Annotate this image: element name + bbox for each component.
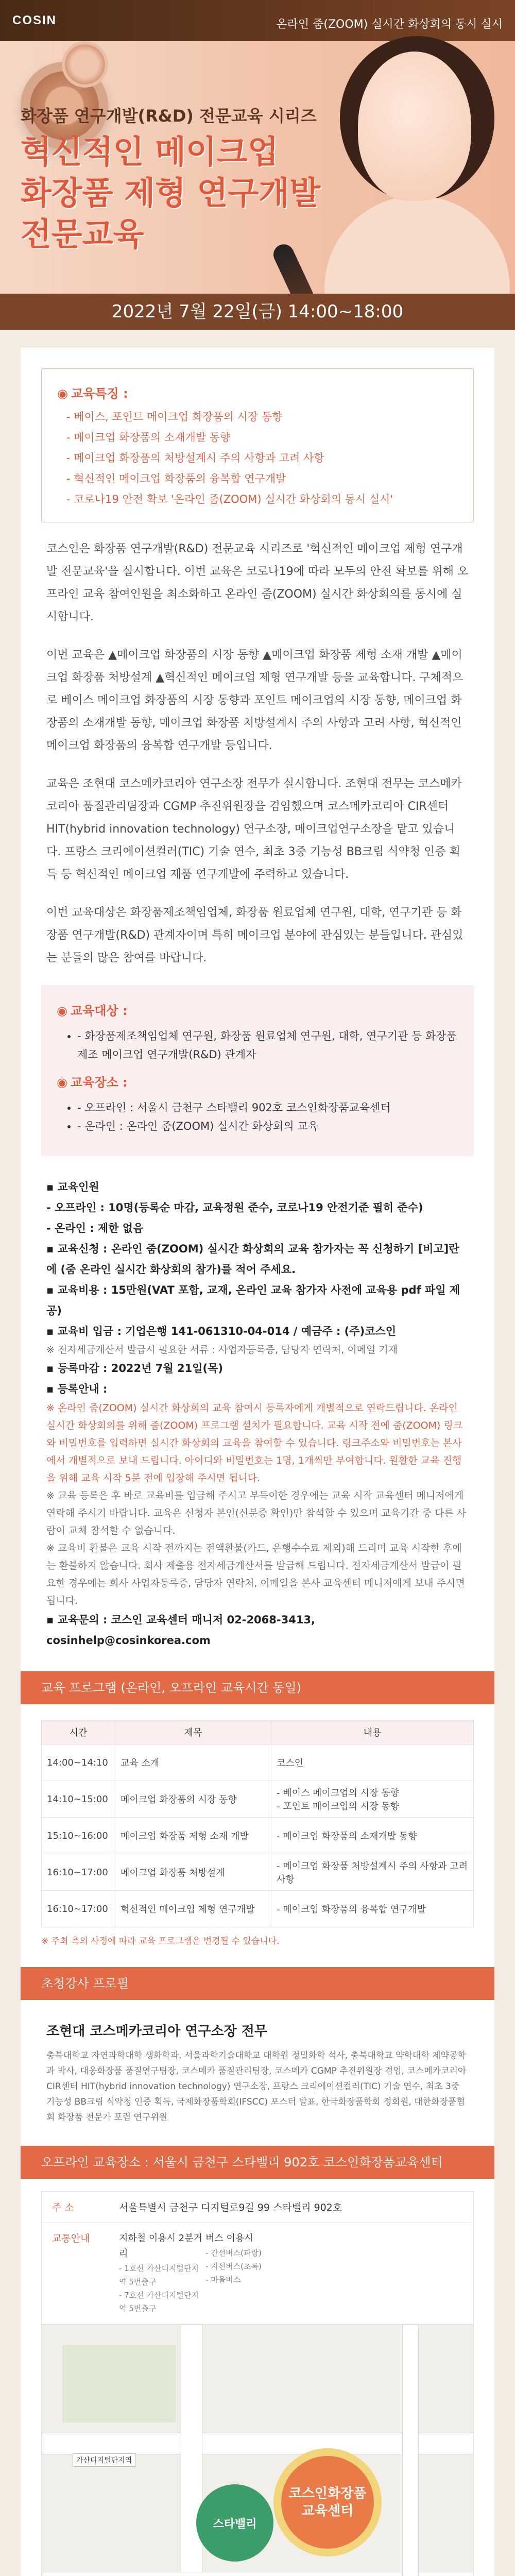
transport-row	[42, 2223, 473, 2324]
list-item: - 혁신적인 메이크업 화장품의 융복합 연구개발	[66, 472, 286, 485]
list-item: - 메이크업 화장품의 소재개발 동향	[66, 431, 231, 444]
title-cell: 메이크업 화장품의 시장 동향	[115, 1781, 271, 1818]
shoulder-shape	[324, 196, 510, 299]
title-cell: 메이크업 화장품 제형 소재 개발	[115, 1818, 271, 1854]
contact-line[interactable]: ▪ 교육문의 : 코스인 교육센터 매니저 02-2068-3413, cosinhelp@cosinkorea.com	[46, 1614, 316, 1647]
top-bar	[0, 0, 515, 41]
features-box	[41, 368, 474, 522]
table-header-row	[42, 1720, 474, 1744]
column-header: 내용	[271, 1720, 474, 1744]
bullet-icon: ◉	[57, 386, 68, 401]
info-line: - 오프라인 : 10명(등록순 마감, 교육정원 준수, 코로나19 안전기준 필히 준수)	[46, 1201, 423, 1214]
title-line-1: 혁신적인 메이크업	[21, 133, 279, 171]
title-cell: 메이크업 화장품 처방설계	[115, 1854, 271, 1891]
target-heading	[57, 1001, 458, 1019]
address-key: 주 소	[52, 2202, 74, 2213]
payment-notice: ※ 교육 등록은 후 바로 교육비를 입금해 주시고 부득이한 경우에는 교육 시작 교육센터 메니저에게 연락해 주시기 바랍니다. 교육은 신청자 본인(신분증 확인)만 참석할 수 있으며 교육기간 중 다른 사람이 교체 참석할 수 없습니다.	[46, 1490, 467, 1536]
location-section-bar: 오프라인 교육장소 : 서울시 금천구 스타밸리 902호 코스인화장품교육센터	[21, 2146, 494, 2179]
intro-paragraph-1: 코스인은 화장품 연구개발(R&D) 전문교육 시리즈로 '혁신적인 메이크업 제형 연구개발 전문교육'을 실시합니다. 이번 교육은 코로나19에 따라 모두의 안전 확보를 위해 오프라인 교육 참여인원을 최소화하고 온라인 줌(ZOOM) 실시간 화상회의를 동시에 실시합니다.	[46, 543, 469, 623]
address-row	[42, 2192, 473, 2223]
table-row	[42, 1891, 474, 1927]
title-line-3: 전문교육	[21, 215, 144, 253]
registration-info	[46, 1177, 469, 1651]
series-subtitle: 화장품 연구개발(R&D) 전문교육 시리즈	[21, 106, 317, 126]
table-row	[42, 1818, 474, 1854]
compact-powder-image-small	[62, 41, 108, 88]
subway-info	[119, 2231, 205, 2315]
features-heading	[57, 383, 458, 401]
page-title	[21, 131, 320, 255]
intro-paragraph-4: 이번 교육대상은 화장품제조책임업체, 화장품 원료업체 연구원, 대학, 연구기관 등 화장품 연구개발(R&D) 관계자이며 특히 메이크업 분야에 관심있는 분들입니다. 관심있는 분들의 많은 참여를 바랍니다.	[46, 906, 464, 964]
tax-note: ※ 전자세금계산서 발급시 필요한 서류 : 사업자등록증, 담당자 연락처, 이메일 기재	[46, 1344, 398, 1355]
map-road	[402, 2325, 419, 2576]
info-line: ▪ 교육인원	[46, 1181, 99, 1193]
features-list	[57, 406, 458, 510]
place-label: 교육장소 :	[70, 1075, 128, 1090]
education-center-marker[interactable]	[273, 2448, 382, 2556]
star-valley-marker[interactable]: 스타밸리	[196, 2484, 273, 2562]
intro-paragraph-2: 이번 교육은 ▲메이크업 화장품의 시장 동향 ▲메이크업 화장품 제형 소재 개발 ▲메이크업 화장품 처방설계 ▲혁신적인 메이크업 제형 연구개발 등을 교육합니다. 구체적으로 베이스 메이크업 화장품의 시장 동향과 포인트 메이크업의 시장 동향, 메이크업 화장품의 소재개발 동향, 메이크업 화장품 처방설계시 주의 사항과 고려 사항, 혁신적인 메이크업 화장품의 융복합 연구개발 등입니다.	[46, 649, 464, 752]
map-block	[62, 2345, 176, 2422]
title-cell: 교육 소개	[115, 1744, 271, 1781]
content-cell: 코스인	[271, 1744, 474, 1781]
hero-banner	[0, 0, 515, 330]
list-item: • - 화장품제조책임업체 연구원, 화장품 원료업체 연구원, 대학, 연구기관 등 화장품 제조 메이크업 연구개발(R&D) 관계자	[77, 1027, 458, 1064]
lecturer-section-bar: 초청강사 프로필	[21, 1967, 494, 2000]
bullet-icon: ◉	[57, 1075, 67, 1090]
location-info	[41, 2191, 474, 2325]
list-item: - 메이크업 화장품의 처방설계시 주의 사항과 고려 사항	[66, 452, 324, 464]
program-note: ※ 주최 측의 사정에 따라 교육 프로그램은 변경될 수 있습니다.	[41, 1936, 280, 1946]
bus-detail: - 지선버스(초록)	[205, 2262, 262, 2271]
info-line: ▪ 교육비용 : 15만원(VAT 포함, 교재, 온라인 교육 참가자 사전에 교육용 pdf 파일 제공)	[46, 1284, 460, 1317]
bullet-icon: ◉	[57, 1004, 67, 1018]
column-header: 제목	[115, 1720, 271, 1744]
bus-title: 버스 이용시	[205, 2233, 253, 2244]
time-cell: 16:10~17:00	[42, 1854, 115, 1891]
notice-heading: ▪ 등록안내 :	[46, 1383, 108, 1395]
face-shape	[358, 52, 471, 201]
refund-notice: ※ 교육비 환불은 교육 시작 전까지는 전액환불(카드, 은행수수료 제외)해 드리며 교육 시작한 후에는 환불하지 않습니다. 회사 제출용 전자세금계산서를 발급해 드립니다. 전자세금계산서 발급이 필요한 경우에는 회사 사업자등록증, 담당자 연락처, 이메일을 본사 교육센터 메니저에게 보내 주시면 됩니다.	[46, 1543, 465, 1606]
model-image	[314, 41, 515, 294]
time-cell: 14:00~14:10	[42, 1744, 115, 1781]
column-header: 시간	[42, 1720, 115, 1744]
logo[interactable]: COSIN	[12, 13, 57, 27]
list-item: - 베이스, 포인트 메이크업 화장품의 시장 동향	[66, 411, 283, 423]
location-map[interactable]	[41, 2325, 474, 2576]
place-list	[57, 1098, 458, 1136]
intro-paragraph-3: 교육은 조현대 코스메카코리아 연구소장 전무가 실시합니다. 조현대 전무는 코스메카코리아 품질관리팀장과 CGMP 추진위원장을 겸임했으며 코스메카코리아 CIR센터 HIT(hybrid innovation technology) 연구소장, 메이크업연구소장을 맡고 있습니다. 프랑스 크리에이션컬러(TIC) 기술 연수, 최초 3중 기능성 BB크림 식약청 인증 획득 등 혁신적인 메이크업 제품 연구개발에 주력하고 있습니다.	[46, 777, 462, 881]
subway-detail: - 7호선 가산디지털단지역 5번출구	[119, 2291, 199, 2313]
list-item: • - 오프라인 : 서울시 금천구 스타밸리 902호 코스인화장품교육센터	[77, 1098, 458, 1117]
time-cell: 16:10~17:00	[42, 1891, 115, 1927]
list-item: • - 온라인 : 온라인 줌(ZOOM) 실시간 화상회의 교육	[77, 1117, 458, 1136]
transport-key: 교통안내	[52, 2233, 90, 2244]
station-label: 가산디지털단지역	[73, 2453, 135, 2467]
content-cell: - 메이크업 화장품의 소재개발 동향	[271, 1818, 474, 1854]
place-heading	[57, 1072, 458, 1090]
features-label: 교육특징 :	[71, 386, 128, 401]
table-row	[42, 1854, 474, 1891]
table-row	[42, 1781, 474, 1818]
list-item: - 코로나19 안전 확보 '온라인 줌(ZOOM) 실시간 화상회의 동시 실시'	[66, 493, 393, 505]
bus-info	[205, 2231, 292, 2315]
target-label: 교육대상 :	[70, 1004, 128, 1018]
title-line-2: 화장품 제형 연구개발	[21, 174, 321, 212]
info-line: ▪ 교육신청 : 온라인 줌(ZOOM) 실시간 화상회의 교육 참가자는 꼭 신청하기 [비고]란에 (줌 온라인 실시간 화상회의 참가)를 적어 주세요.	[46, 1243, 459, 1276]
zoom-notice: ※ 온라인 줌(ZOOM) 실시간 화상회의 교육 참여시 등록자에게 개별적으로 연락드립니다. 온라인 실시간 화상회의를 위해 줌(ZOOM) 프로그램 설치가 필요합니다. 교육 시작 전에 줌(ZOOM) 링크와 비밀번호를 입력하면 실시간 화상회의 교육을 참여할 수 있습니다. 링크주소와 비밀번호는 본사에서 개별적으로 보내 드립니다. 아이디와 비밀번호는 1명, 1개씩만 부여합니다. 원활한 교육 진행을 위해 교육 시작 5분 전에 입장해 주시면 됩니다.	[46, 1402, 463, 1484]
bus-detail: - 마을버스	[205, 2275, 241, 2284]
marker-label: 코스인화장품 교육센터	[281, 2456, 374, 2549]
lecturer-name: 조현대 코스메카코리아 연구소장 전무	[46, 2024, 268, 2039]
lecturer-bio: 충북대학교 자연과학대학 생화학과, 서울과학기술대학교 대학원 정밀화학 석사, 충북대학교 약학대학 제약공학과 박사, 대웅화장품 품질연구팀장, 코스메카 품질관리팀장, 코스메카 CGMP 추진위원장 겸임, 코스메카코리아 CIR센터 HIT(hybrid innovation technology) 연구소장, 프랑스 크리에이션컬러(TIC) 기술 연수, 최초 3중 기능성 BB크림 식약청 인증 획득, 국제화장품학회(IFSCC) 포스터 발표, 한국화장품학회 정회원, 대한화장품협회 화장품 전문가 포럼 연구위원	[46, 2050, 467, 2123]
address-value: 서울특별시 금천구 디지털로9길 99 스타밸리 902호	[119, 2202, 342, 2213]
title-cell: 혁신적인 메이크업 제형 연구개발	[115, 1891, 271, 1927]
program-table	[41, 1720, 474, 1927]
subway-title: 지하철 이용시 2분거리	[119, 2233, 202, 2259]
event-date: 2022년 7월 22일(금) 14:00~18:00	[0, 294, 515, 330]
info-line: - 온라인 : 제한 없음	[46, 1222, 144, 1234]
content-cell: - 메이크업 화장품의 융복합 연구개발	[271, 1891, 474, 1927]
table-row	[42, 1744, 474, 1781]
bus-detail: - 간선버스(파랑)	[205, 2248, 262, 2258]
time-cell: 15:10~16:00	[42, 1818, 115, 1854]
deadline: ▪ 등록마감 : 2022년 7월 21일(목)	[46, 1362, 223, 1375]
target-place-box	[41, 985, 474, 1156]
info-line: ▪ 교육비 입금 : 기업은행 141-061310-04-014 / 예금주 : (주)코스인	[46, 1325, 396, 1337]
content-cell: - 메이크업 화장품 처방설계시 주의 사항과 고려 사항	[271, 1854, 474, 1891]
content-card	[21, 348, 494, 2576]
target-list	[57, 1027, 458, 1064]
subway-detail: - 1호선 가산디지털단지역 5번출구	[119, 2264, 199, 2286]
content-cell: - 베이스 메이크업의 시장 동향 - 포인트 메이크업의 시장 동향	[271, 1781, 474, 1818]
transport-options	[119, 2231, 292, 2315]
program-section-bar: 교육 프로그램 (온라인, 오프라인 교육시간 동일)	[21, 1671, 494, 1704]
time-cell: 14:10~15:00	[42, 1781, 115, 1818]
tagline: 온라인 줌(ZOOM) 실시간 화상회의 동시 실시	[276, 18, 503, 31]
